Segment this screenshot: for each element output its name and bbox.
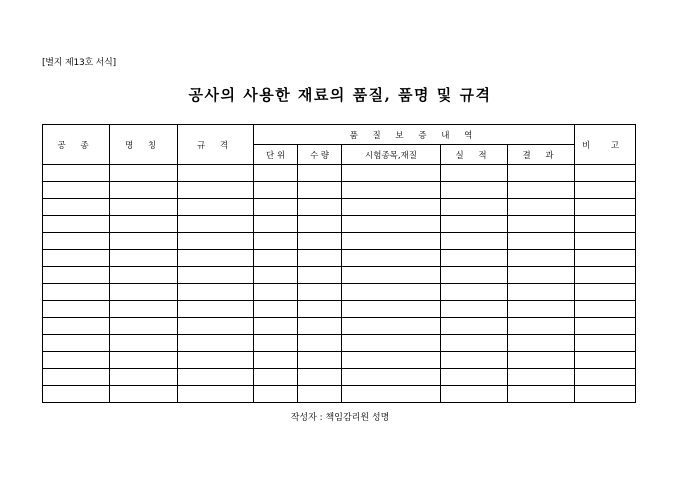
- table-row: [43, 386, 636, 403]
- table-cell: [342, 369, 441, 386]
- table-cell: [441, 233, 508, 250]
- table-cell: [508, 335, 575, 352]
- table-cell: [254, 352, 298, 369]
- table-cell: [508, 301, 575, 318]
- table-cell: [43, 369, 110, 386]
- table-cell: [254, 182, 298, 199]
- table-cell: [178, 182, 254, 199]
- table-cell: [110, 301, 178, 318]
- table-cell: [178, 301, 254, 318]
- table-row: [43, 301, 636, 318]
- table-row: [43, 335, 636, 352]
- table-row: [43, 267, 636, 284]
- table-cell: [298, 335, 342, 352]
- table-cell: [110, 233, 178, 250]
- table-cell: [575, 318, 636, 335]
- table-cell: [508, 318, 575, 335]
- table-cell: [441, 216, 508, 233]
- table-cell: [342, 182, 441, 199]
- header-quantity: 수 량: [298, 145, 342, 165]
- header-result: 결 과: [508, 145, 575, 165]
- table-cell: [110, 369, 178, 386]
- table-row: [43, 352, 636, 369]
- header-remarks: 비 고: [575, 125, 636, 165]
- table-cell: [441, 301, 508, 318]
- table-row: [43, 165, 636, 182]
- table-row: [43, 284, 636, 301]
- table-cell: [441, 318, 508, 335]
- table-row: [43, 216, 636, 233]
- table-cell: [43, 216, 110, 233]
- table-cell: [254, 267, 298, 284]
- table-cell: [254, 301, 298, 318]
- table-cell: [298, 250, 342, 267]
- table-cell: [110, 199, 178, 216]
- table-cell: [178, 318, 254, 335]
- table-body: [43, 165, 636, 403]
- table-cell: [178, 250, 254, 267]
- table-cell: [342, 199, 441, 216]
- table-cell: [298, 369, 342, 386]
- table-cell: [110, 182, 178, 199]
- materials-table: [42, 124, 636, 403]
- table-cell: [441, 386, 508, 403]
- table-cell: [342, 250, 441, 267]
- table-cell: [441, 182, 508, 199]
- table-cell: [575, 165, 636, 182]
- header-spec: 규 격: [178, 125, 254, 165]
- document-title: 공사의 사용한 재료의 품질, 품명 및 규격: [188, 86, 492, 104]
- table-cell: [575, 216, 636, 233]
- table-cell: [298, 352, 342, 369]
- table-cell: [508, 216, 575, 233]
- table-cell: [342, 233, 441, 250]
- table-cell: [43, 386, 110, 403]
- table-cell: [43, 250, 110, 267]
- table-cell: [575, 233, 636, 250]
- table-cell: [342, 352, 441, 369]
- form-number-label: [별지 제13호 서식]: [42, 58, 116, 68]
- table-cell: [178, 233, 254, 250]
- table-cell: [178, 199, 254, 216]
- table-cell: [43, 182, 110, 199]
- header-actual: 실 적: [441, 145, 508, 165]
- table-cell: [575, 369, 636, 386]
- table-cell: [254, 199, 298, 216]
- table-cell: [178, 165, 254, 182]
- table-row: [43, 369, 636, 386]
- table-cell: [441, 284, 508, 301]
- table-cell: [508, 165, 575, 182]
- table-cell: [441, 369, 508, 386]
- table-cell: [178, 386, 254, 403]
- table-row: [43, 250, 636, 267]
- header-quality-assurance: 품 질 보 증 내 역: [254, 125, 575, 145]
- table-cell: [508, 386, 575, 403]
- table-cell: [43, 199, 110, 216]
- table-cell: [178, 369, 254, 386]
- table-cell: [508, 284, 575, 301]
- table-cell: [575, 199, 636, 216]
- table-cell: [508, 182, 575, 199]
- table-cell: [575, 335, 636, 352]
- table-cell: [508, 352, 575, 369]
- table-cell: [43, 301, 110, 318]
- table-cell: [43, 267, 110, 284]
- table-cell: [441, 250, 508, 267]
- table-cell: [110, 250, 178, 267]
- table-cell: [254, 233, 298, 250]
- table-cell: [254, 335, 298, 352]
- table-cell: [178, 335, 254, 352]
- table-cell: [254, 250, 298, 267]
- table-cell: [254, 165, 298, 182]
- table-cell: [178, 284, 254, 301]
- header-unit: 단 위: [254, 145, 298, 165]
- table-cell: [178, 216, 254, 233]
- table-cell: [298, 318, 342, 335]
- table-cell: [575, 250, 636, 267]
- table-cell: [298, 267, 342, 284]
- table-cell: [110, 335, 178, 352]
- table-cell: [110, 165, 178, 182]
- table-cell: [43, 233, 110, 250]
- table-cell: [178, 352, 254, 369]
- table-cell: [298, 233, 342, 250]
- table-cell: [441, 199, 508, 216]
- table-cell: [43, 284, 110, 301]
- table-cell: [342, 165, 441, 182]
- table-cell: [342, 335, 441, 352]
- table-cell: [508, 233, 575, 250]
- table-cell: [110, 216, 178, 233]
- table-cell: [43, 318, 110, 335]
- table-cell: [110, 318, 178, 335]
- table-cell: [43, 165, 110, 182]
- table-cell: [298, 199, 342, 216]
- table-cell: [441, 352, 508, 369]
- table-cell: [254, 284, 298, 301]
- table-cell: [110, 284, 178, 301]
- table-cell: [575, 267, 636, 284]
- table-cell: [342, 386, 441, 403]
- table-cell: [298, 165, 342, 182]
- table-cell: [254, 369, 298, 386]
- table-cell: [508, 199, 575, 216]
- table-row: [43, 182, 636, 199]
- table-cell: [575, 284, 636, 301]
- table-cell: [575, 386, 636, 403]
- table-cell: [254, 318, 298, 335]
- table-cell: [342, 267, 441, 284]
- table-cell: [508, 250, 575, 267]
- author-signature-line: 작성자 : 책임감리원 성명: [290, 413, 390, 423]
- table-cell: [110, 386, 178, 403]
- table-cell: [254, 216, 298, 233]
- table-cell: [298, 182, 342, 199]
- table-cell: [508, 369, 575, 386]
- table-row: [43, 233, 636, 250]
- table-cell: [575, 182, 636, 199]
- table-cell: [508, 267, 575, 284]
- header-test-item: 시험종목,재질: [342, 145, 441, 165]
- table-cell: [43, 352, 110, 369]
- table-cell: [342, 301, 441, 318]
- table-cell: [110, 267, 178, 284]
- table-cell: [441, 335, 508, 352]
- table-cell: [110, 352, 178, 369]
- header-name: 명 칭: [110, 125, 178, 165]
- table-cell: [43, 335, 110, 352]
- table-cell: [178, 267, 254, 284]
- table-cell: [342, 284, 441, 301]
- table-cell: [441, 267, 508, 284]
- table-cell: [298, 216, 342, 233]
- table-cell: [254, 386, 298, 403]
- table-cell: [342, 216, 441, 233]
- table-row: [43, 199, 636, 216]
- table-cell: [298, 301, 342, 318]
- table-cell: [441, 165, 508, 182]
- table-cell: [342, 318, 441, 335]
- table-cell: [298, 386, 342, 403]
- table-cell: [298, 284, 342, 301]
- header-work-type: 공 종: [43, 125, 110, 165]
- table-row: [43, 318, 636, 335]
- table-cell: [575, 301, 636, 318]
- table-cell: [575, 352, 636, 369]
